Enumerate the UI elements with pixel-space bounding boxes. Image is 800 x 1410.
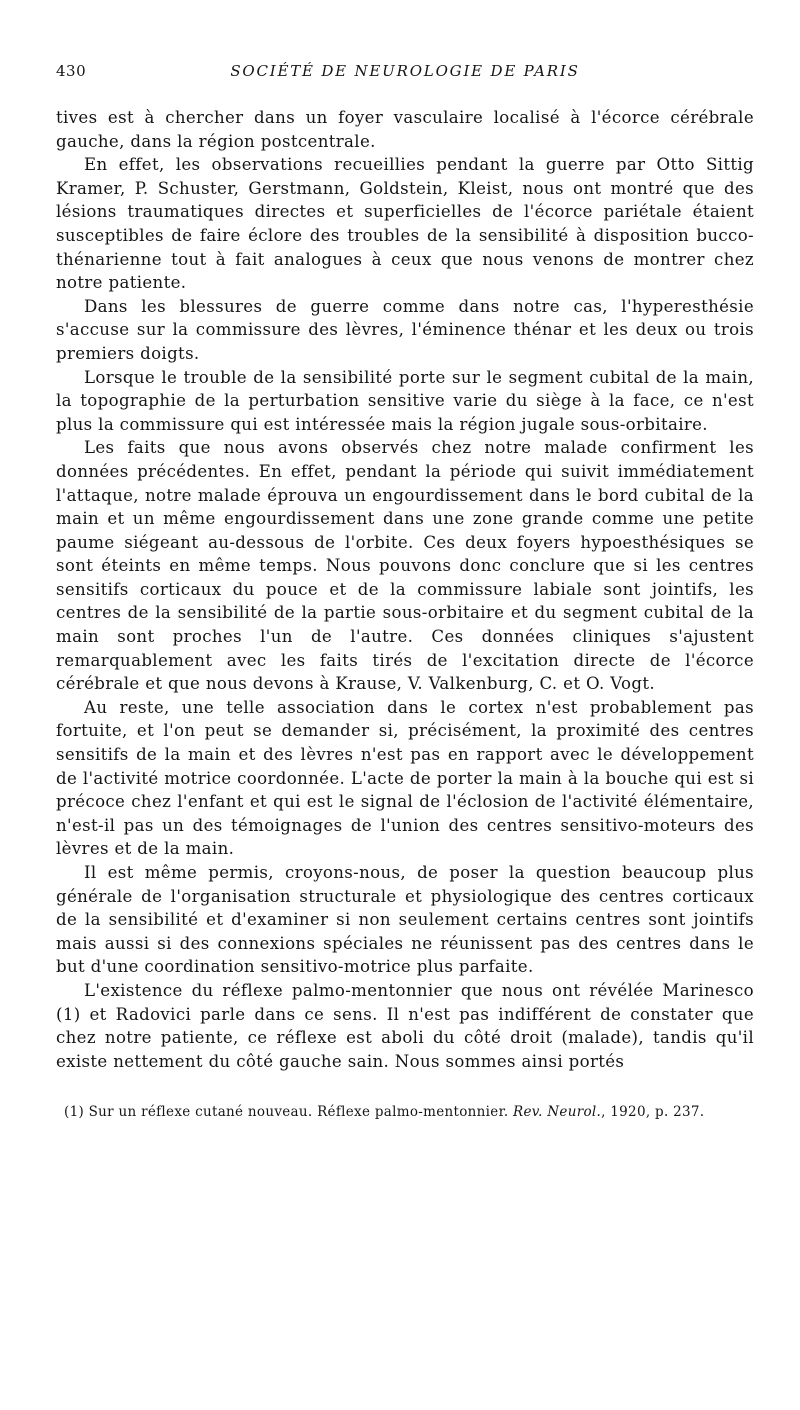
paragraph-1: tives est à chercher dans un foyer vasculaire localisé à l'écorce cérébrale gauche, dans la région postcentrale. (56, 108, 754, 151)
paragraph-7: Il est même permis, croyons-nous, de poser la question beaucoup plus générale de l'organisation structurale et physiologique des centres corticaux de la sensibilité et d'examiner si non seulement certains centres sont jointifs mais aussi si des connexions spéciales ne réunissent pas des centres dans le but d'une coordination sensitivo-motrice plus parfaite. (56, 863, 754, 977)
paragraph-5: Les faits que nous avons observés chez notre malade confirment les données précédentes. En effet, pendant la période qui suivit immédiatement l'attaque, notre malade éprouva un engourdissement dans le bord cubital de la main et un même engourdissement dans une zone grande comme une petite paume siégeant au-dessous de l'orbite. Ces deux foyers hypoesthésiques se sont éteints en même temps. Nous pouvons donc conclure que si les centres sensitifs corticaux du pouce et de la commissure labiale sont jointifs, les centres de la sensibilité de la partie sous-orbitaire et du segment cubital de la main sont proches l'un de l'autre. Ces données cliniques s'ajustent remarquablement avec les faits tirés de l'excitation directe de l'écorce cérébrale et que nous devons à Krause, V. Valkenburg, C. et O. Vogt. (56, 438, 754, 694)
paragraph-6: Au reste, une telle association dans le cortex n'est probablement pas fortuite, et l'on peut se demander si, précisément, la proximité des centres sensitifs de la main et des lèvres n'est pas en rapport avec le développement de l'activité motrice coordonnée. L'acte de porter la main à la bouche qui est si précoce chez l'enfant et qui est le signal de l'éclosion de l'activité élémentaire, n'est-il pas un des témoignages de l'union des centres sensitivo-moteurs des lèvres et de la main. (56, 697, 754, 859)
footnote-citation: , 1920, p. 237. (601, 1104, 705, 1121)
page-number: 430 (56, 62, 87, 80)
page-content (56, 62, 754, 1121)
paragraph-3: Dans les blessures de guerre comme dans notre cas, l'hyperesthésie s'accuse sur la commissure des lèvres, l'éminence thénar et les deux ou trois premiers doigts. (56, 296, 754, 363)
body-text (56, 106, 754, 1073)
page-header (56, 62, 754, 88)
footnote-journal: Rev. Neurol. (513, 1104, 602, 1121)
footnote (56, 1103, 754, 1121)
paragraph-8: L'existence du réflexe palmo-mentonnier que nous ont révélée Marinesco (1) et Radovici parle dans ce sens. Il n'est pas indifférent de constater que chez notre patiente, ce réflexe est aboli du côté droit (malade), tandis qu'il existe nettement du côté gauche sain. Nous sommes ainsi portés (56, 980, 754, 1071)
paragraph-4: Lorsque le trouble de la sensibilité porte sur le segment cubital de la main, la topographie de la perturbation sensitive varie du siège à la face, ce n'est plus la commissure qui est intéressée mais la région jugale sous-orbitaire. (56, 367, 754, 434)
running-title: SOCIÉTÉ DE NEUROLOGIE DE PARIS (230, 62, 580, 80)
footnote-text: (1) Sur un réflexe cutané nouveau. Réflexe palmo-mentonnier. (64, 1104, 514, 1121)
paragraph-2: En effet, les observations recueillies pendant la guerre par Otto Sittig Kramer, P. Schuster, Gerstmann, Goldstein, Kleist, nous ont montré que des lésions traumatiques directes et superficielles de l'écorce pariétale étaient susceptibles de faire éclore des troubles de la sensibilité à disposition bucco-thénarienne tout à fait analogues à ceux que nous venons de montrer chez notre patiente. (56, 155, 754, 293)
